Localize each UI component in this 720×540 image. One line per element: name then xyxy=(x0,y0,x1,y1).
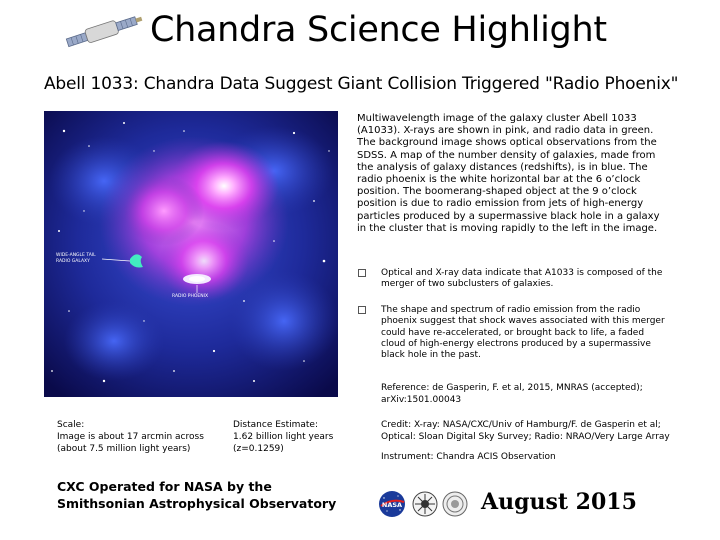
bullet-text: The shape and spectrum of radio emission from the radio phoenix suggest that shock waves associated with this merger could have re-accelerated, or brought back to life, a faded cloud of high-energy electrons produced by a supermassive black hole in the past. xyxy=(381,304,665,361)
checkbox-bullet-icon xyxy=(358,269,366,277)
wat-label-line1: WIDE-ANGLE TAIL xyxy=(56,253,96,258)
checkbox-bullet-icon xyxy=(358,306,366,314)
chandra-logo xyxy=(412,491,438,517)
nasa-logo xyxy=(378,490,406,518)
wat-label xyxy=(56,253,96,265)
abell-1033-composite-image xyxy=(44,111,338,397)
sao-logo xyxy=(442,491,468,517)
instrument-info: Instrument: Chandra ACIS Observation xyxy=(381,452,556,462)
scale-line: Image is about 17 arcmin across xyxy=(57,432,204,442)
scale-info xyxy=(57,419,217,455)
page-title: Chandra Science Highlight xyxy=(150,10,607,50)
image-description: Multiwavelength image of the galaxy cluster Abell 1033 (A1033). X-rays are shown in pink, and radio data in green. The background image shows optical observations from the SDSS. A map of the number density of galaxies, made from the analysis of galaxy distances (redshifts), is in blue. The radio phoenix is the white horizontal bar at the 6 o’clock position. The boomerang-shaped object at the 9 o’clock position is due to radio emission from jets of high-energy particles produced by a supermassive black hole in a galaxy in the cluster that is moving rapidly to the left in the image. xyxy=(357,113,660,234)
operator-credit xyxy=(57,478,357,512)
credit-info xyxy=(381,419,681,443)
credit-line: Optical: Sloan Digital Sky Survey; Radio: NRAO/Very Large Array xyxy=(381,432,670,442)
scale-line: (about 7.5 million light years) xyxy=(57,444,191,454)
distance-line: 1.62 billion light years xyxy=(233,432,334,442)
svg-text:NASA: NASA xyxy=(381,501,403,509)
distance-line: (z=0.1259) xyxy=(233,444,284,454)
list-item xyxy=(358,268,668,291)
chandra-satellite-icon xyxy=(62,10,146,54)
logo-strip xyxy=(378,490,468,520)
page-subtitle: Abell 1033: Chandra Data Suggest Giant Collision Triggered "Radio Phoenix" xyxy=(44,74,679,94)
publication-date: August 2015 xyxy=(481,489,637,515)
operator-line: Smithsonian Astrophysical Observatory xyxy=(57,496,337,511)
phoenix-label: RADIO PHOENIX xyxy=(172,294,209,299)
credit-line: Credit: X-ray: NASA/CXC/Univ of Hamburg/F. de Gasperin et al; xyxy=(381,420,661,430)
bullet-list xyxy=(358,268,668,376)
distance-heading: Distance Estimate: xyxy=(233,420,318,430)
reference-text: Reference: de Gasperin, F. et al, 2015, MNRAS (accepted); arXiv:1501.00043 xyxy=(381,383,643,405)
distance-info xyxy=(233,419,353,455)
wat-label-line2: RADIO GALAXY xyxy=(56,259,90,264)
list-item xyxy=(358,305,668,362)
operator-line: CXC Operated for NASA by the xyxy=(57,479,272,494)
scale-heading: Scale: xyxy=(57,420,85,430)
bullet-text: Optical and X-ray data indicate that A1033 is composed of the merger of two subclusters of galaxies. xyxy=(381,268,663,290)
